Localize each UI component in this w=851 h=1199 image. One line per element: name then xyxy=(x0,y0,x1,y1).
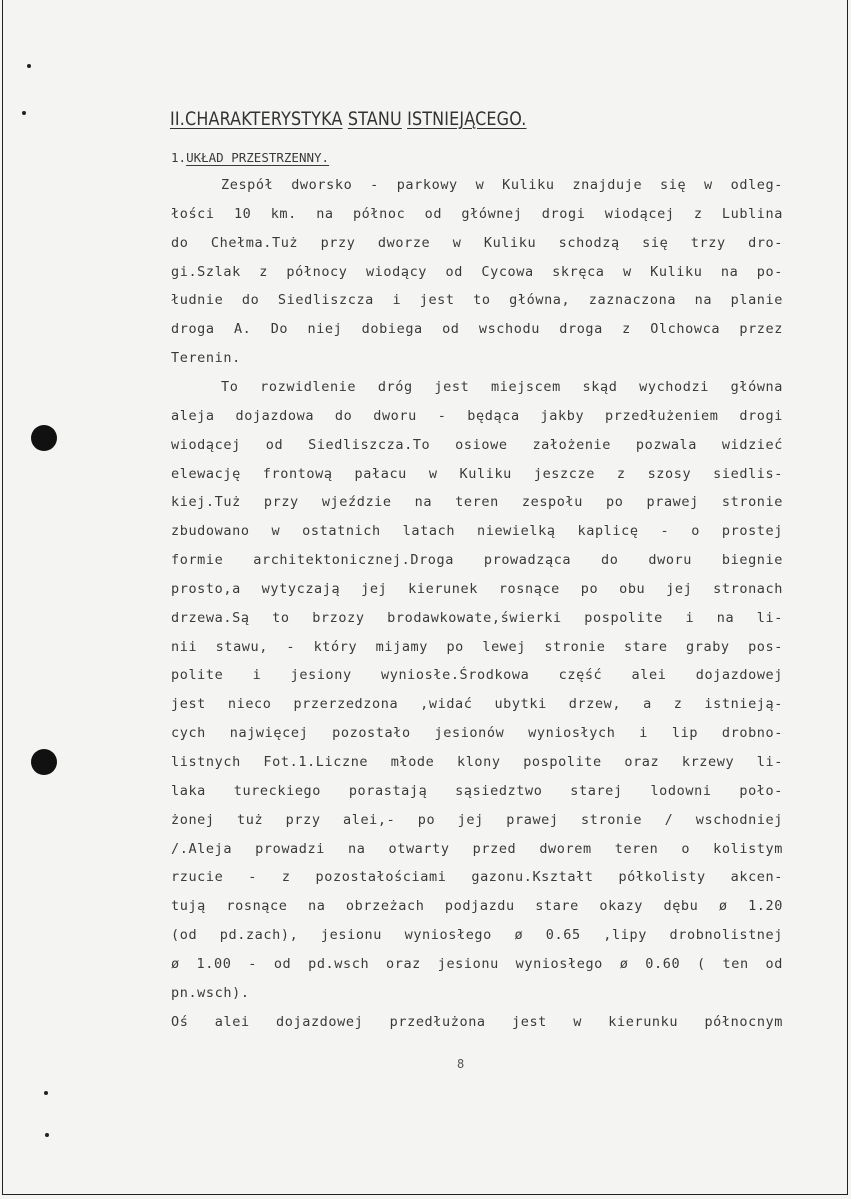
page-number: 8 xyxy=(457,1057,465,1071)
body-line: Terenin. xyxy=(171,350,241,367)
body-line: formie architektonicznej.Droga prowadząca do dworu biegnie xyxy=(171,552,783,569)
heading-numeral: II. xyxy=(170,108,186,130)
chapter-heading xyxy=(170,108,527,130)
body-line: pn.wsch). xyxy=(171,984,250,1001)
body-line: cych najwięcej pozostało jesionów wyniosłych i lip drobno- xyxy=(171,725,783,742)
body-line: łości 10 km. na północ od głównej drogi wiodącej z Lublina xyxy=(171,205,783,222)
body-line: ø 1.00 - od pd.wsch oraz jesionu wyniosłego ø 0.60 ( ten od xyxy=(171,955,783,972)
body-line: rzucie - z pozostałościami gazonu.Kształt półkolisty akcen- xyxy=(171,869,783,886)
section-heading xyxy=(171,150,329,165)
punch-hole-top xyxy=(31,425,57,451)
body-line: droga A. Do niej dobiega od wschodu droga z Olchowca przez xyxy=(171,321,783,338)
body-line: laka tureckiego porastają sąsiedztwo starej lodowni poło- xyxy=(171,782,783,799)
body-line: aleja dojazdowa do dworu - będąca jakby przedłużeniem drogi xyxy=(171,407,783,424)
speck xyxy=(22,111,26,115)
punch-hole-bottom xyxy=(31,749,57,775)
speck xyxy=(45,1133,49,1137)
speck xyxy=(27,64,31,68)
section-title: UKŁAD PRZESTRZENNY. xyxy=(186,150,330,165)
section-number: 1. xyxy=(171,150,187,165)
body-line: do Chełma.Tuż przy dworze w Kuliku schodzą się trzy dro- xyxy=(171,234,783,251)
body-line: gi.Szlak z północy wiodący od Cycowa skręca w Kuliku na po- xyxy=(171,263,783,280)
body-line: prosto,a wytyczają jej kierunek rosnące po obu jej stronach xyxy=(171,580,783,597)
body-line: To rozwidlenie dróg jest miejscem skąd wychodzi główna xyxy=(221,378,783,395)
body-line: polite i jesiony wyniosłe.Środkowa część alei dojazdowej xyxy=(171,667,783,684)
body-line: listnych Fot.1.Liczne młode klony pospolite oraz krzewy li- xyxy=(171,754,783,770)
heading-word-1: CHARAKTERYSTYKA xyxy=(185,108,343,130)
body-line: wiodącej od Siedliszcza.To osiowe założenie pozwala widzieć xyxy=(171,436,783,453)
body-line: nii stawu, - który mijamy po lewej stronie stare graby pos- xyxy=(171,638,783,655)
heading-word-2: STANU xyxy=(347,108,402,130)
body-line: drzewa.Są to brzozy brodawkowate,świerki pospolite i na li- xyxy=(171,609,783,626)
body-line: (od pd.zach), jesionu wyniosłego ø 0.65 ,lipy drobnolistnej xyxy=(171,927,783,944)
body-line: zbudowano w ostatnich latach niewielką kaplicę - o prostej xyxy=(171,523,783,540)
body-line: łudnie do Siedliszcza i jest to główna, zaznaczona na planie xyxy=(171,292,783,309)
body-line: Oś alei dojazdowej przedłużona jest w kierunku północnym xyxy=(171,1013,783,1030)
body-line: żonej tuż przy alei,- po jej prawej stronie / wschodniej xyxy=(171,811,783,828)
body-line: tują rosnące na obrzeżach podjazdu stare okazy dębu ø 1.20 xyxy=(171,898,783,915)
body-line: jest nieco przerzedzona ,widać ubytki drzew, a z istnieją- xyxy=(171,696,783,713)
body-line: Zespół dworsko - parkowy w Kuliku znajduje się w odleg- xyxy=(221,177,783,193)
speck xyxy=(44,1091,48,1095)
heading-word-3: ISTNIEJĄCEGO. xyxy=(407,108,527,130)
body-line: kiej.Tuż przy wjeździe na teren zespołu po prawej stronie xyxy=(171,494,783,511)
body-line: elewację frontową pałacu w Kuliku jeszcze z szosy siedlis- xyxy=(171,465,783,482)
body-line: /.Aleja prowadzi na otwarty przed dworem teren o kolistym xyxy=(171,840,783,857)
